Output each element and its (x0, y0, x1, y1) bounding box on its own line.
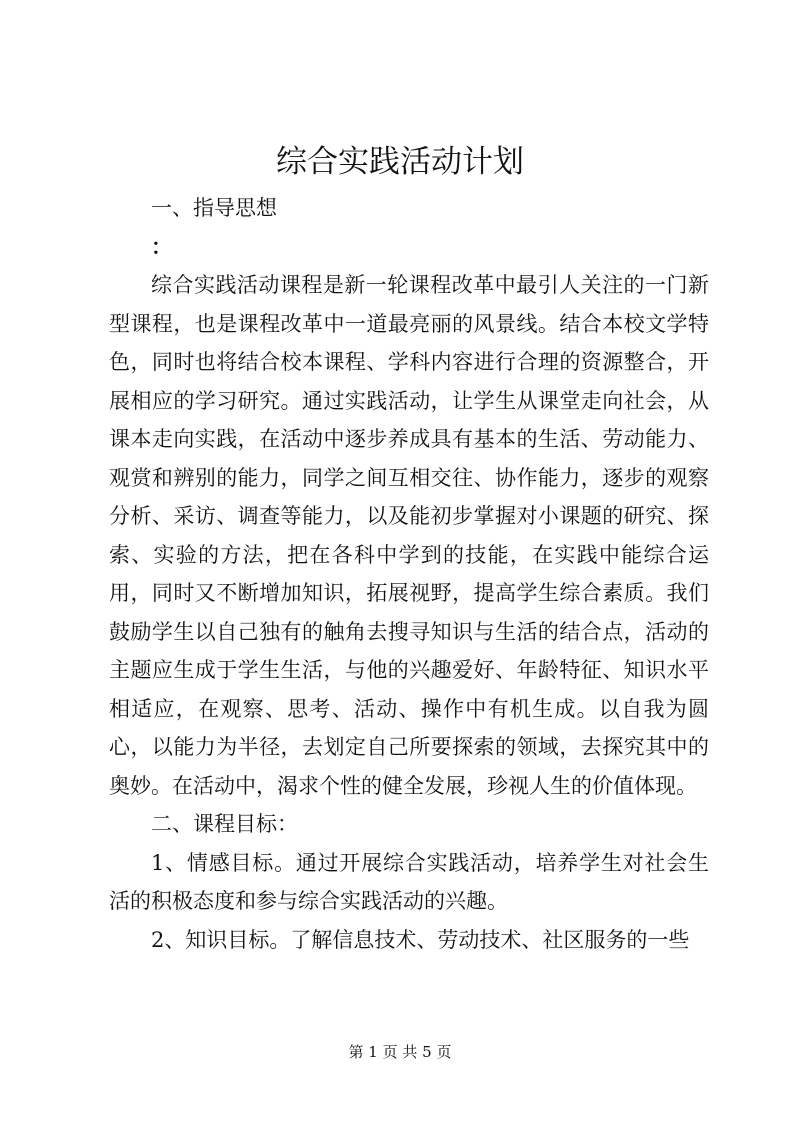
section-heading-course-goals: 二、课程目标： (151, 812, 298, 836)
paragraph-emotional-goal: 1、情感目标。通过开展综合实践活动，培养学生对社会生活的积极态度和参与综合实践活动的兴趣。 (109, 850, 709, 913)
document-body (109, 189, 709, 959)
paragraph-knowledge-goal: 2、知识目标。了解信息技术、劳动技术、社区服务的一些 (151, 927, 690, 952)
document-title: 综合实践活动计划 (276, 144, 524, 180)
colon-line: ： (151, 233, 172, 259)
paragraph-guiding-idea: 综合实践活动课程是新一轮课程改革中最引人关注的一门新型课程，也是课程改革中一道最亮丽的风景线。结合本校文学特色，同时也将结合校本课程、学科内容进行合理的资源整合，开展相应的学习研究。通过实践活动，让学生从课堂走向社会，从课本走向实践，在活动中逐步养成具有基本的生活、劳动能力、观赏和辨别的能力，同学之间互相交往、协作能力，逐步的观察分析、采访、调查等能力，以及能初步掌握对小课题的研究、探索、实验的方法，把在各科中学到的技能，在实践中能综合运用，同时又不断增加知识，拓展视野，提高学生综合素质。我们鼓励学生以自己独有的触角去搜寻知识与生活的结合点，活动的主题应生成于学生生活，与他的兴趣爱好、年龄特征、知识水平相适应，在观察、思考、活动、操作中有机生成。以自我为圆心，以能力为半径，去划定自己所要探索的领域，去探究其中的奥妙。在活动中，渴求个性的健全发展，珍视人生的价值体现。 (109, 273, 709, 798)
section-heading-guiding-idea: 一、指导思想 (151, 196, 277, 220)
page-footer: 第 1 页 共 5 页 (348, 1043, 452, 1061)
